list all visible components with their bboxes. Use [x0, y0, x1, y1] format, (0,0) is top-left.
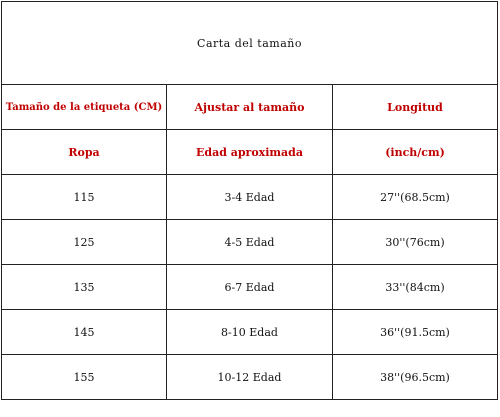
header-length: Longitud	[333, 85, 498, 130]
header-fit: Ajustar al tamaño	[167, 85, 333, 130]
subheader-units: (inch/cm)	[333, 130, 498, 175]
size-cell: 115	[2, 175, 167, 220]
table-row	[2, 220, 498, 265]
size-cell: 135	[2, 265, 167, 310]
table-row	[2, 175, 498, 220]
length-cell: 38''(96.5cm)	[333, 355, 498, 400]
size-cell: 145	[2, 310, 167, 355]
subheader-row	[2, 130, 498, 175]
size-chart-table	[1, 1, 498, 400]
subheader-approx-age: Edad aproximada	[167, 130, 333, 175]
header-row	[2, 85, 498, 130]
age-cell: 3-4 Edad	[167, 175, 333, 220]
age-cell: 8-10 Edad	[167, 310, 333, 355]
length-cell: 36''(91.5cm)	[333, 310, 498, 355]
age-cell: 6-7 Edad	[167, 265, 333, 310]
size-cell: 155	[2, 355, 167, 400]
age-cell: 4-5 Edad	[167, 220, 333, 265]
length-cell: 33''(84cm)	[333, 265, 498, 310]
table-row	[2, 355, 498, 400]
age-cell: 10-12 Edad	[167, 355, 333, 400]
length-cell: 27''(68.5cm)	[333, 175, 498, 220]
size-cell: 125	[2, 220, 167, 265]
table-row	[2, 265, 498, 310]
header-label-size: Tamaño de la etiqueta (CM)	[2, 85, 167, 130]
subheader-clothing: Ropa	[2, 130, 167, 175]
table-row	[2, 310, 498, 355]
length-cell: 30''(76cm)	[333, 220, 498, 265]
chart-title: Carta del tamaño	[2, 2, 498, 85]
